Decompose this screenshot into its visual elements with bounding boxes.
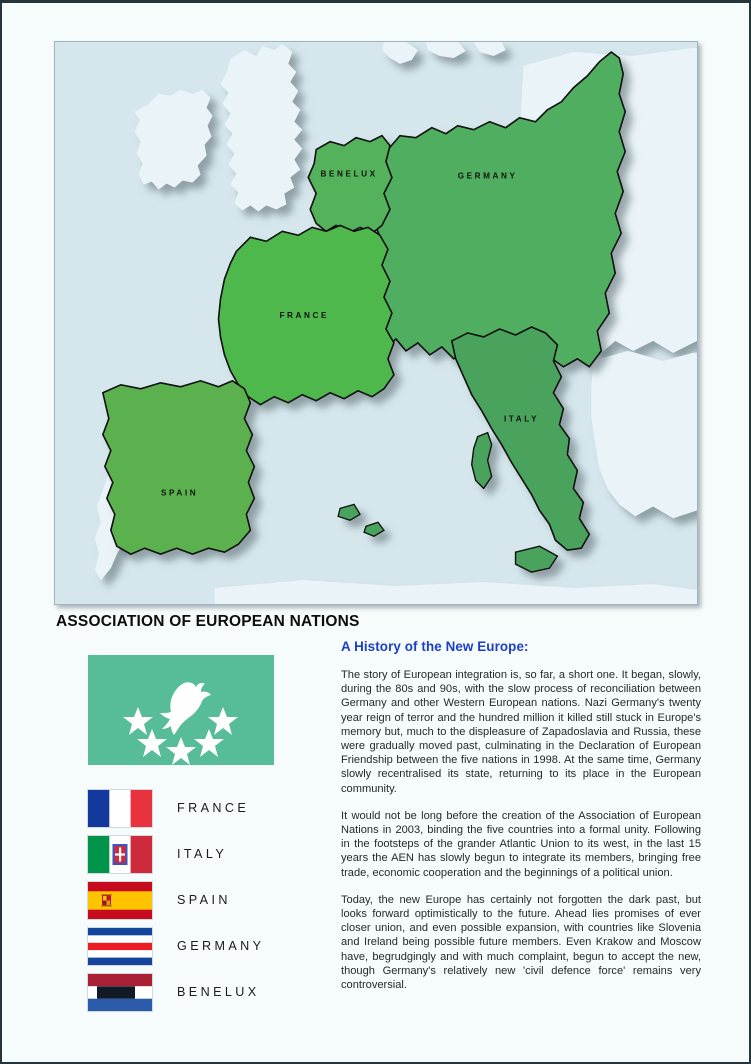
map-label-spain: SPAIN [160,488,199,498]
aen-flag-svg [88,655,274,765]
italy-flag [88,836,152,873]
article-heading: A History of the New Europe: [341,639,529,654]
benelux-flag [88,974,152,1011]
country-benelux [308,136,392,234]
map-label-benelux: BENELUX [320,169,378,179]
map-label-italy: ITALY [503,414,540,424]
article-paragraph-3: Today, the new Europe has certainly not forgotten the dark past, but looks forward optimistically to the future. Ahead lies promises of ever closer union, and even possible expansion, with countries like Slovenia and Ireland being possible future members. Even Krakow and Moscow have, begrudgingly and with much complaint, begun to accept the new, though Germany's relatively new 'civil defence force' remains very controversial. [341,893,701,992]
italy-flag-svg [88,836,152,873]
country-spain [103,381,255,554]
france-flag [88,790,152,827]
article-paragraph-2: It would not be long before the creation of the Association of European Nations in 2003, binding the five countries into a formal unity. Following in the footsteps of the grander Atlantic Union to its west, in the last 15 years the AEN has slowly begun to integrate its members, bringing free trade, economic cooperation and the beginnings of a political union. [341,809,701,879]
map-svg [55,42,697,604]
member-list [88,785,328,1015]
left-column [88,655,328,1015]
spain-flag [88,882,152,919]
member-row-germany [88,923,328,969]
germany-flag [88,928,152,965]
benelux-flag-svg [88,974,152,1011]
spain-flag-svg [88,882,152,919]
member-row-italy [88,831,328,877]
aen-flag [88,655,274,765]
member-name-france: FRANCE [177,801,250,815]
member-name-germany: GERMANY [177,939,265,953]
map-label-germany: GERMANY [457,171,518,181]
europe-map [54,41,698,605]
article-column [341,639,701,992]
germany-flag-svg [88,928,152,965]
member-name-benelux: BENELUX [177,985,260,999]
spanish-coat-of-arms-icon [101,894,112,907]
member-row-france [88,785,328,831]
dark-centre-block-icon [97,986,135,998]
savoy-shield-icon [113,844,128,865]
article-paragraph-1: The story of European integration is, so far, a short one. It began, slowly, during the 80s and 90s, with the slow process of reconciliation between Germany and other Western European nations. Nazi Germany's twenty year reign of terror and the hundred million it killed still stuck in Europe's memory but, much to the displeasure of Zapadoslavia and Russia, these were gradually moved past, culminating in the Declaration of European Friendship between the five nations in 1998. At the same time, Germany slowly recentralised its state, returning to its place in the European community. [341,669,701,795]
france-flag-svg [88,790,152,827]
member-name-italy: ITALY [177,847,228,861]
member-name-spain: SPAIN [177,893,231,907]
member-row-benelux [88,969,328,1015]
organisation-title: ASSOCIATION OF EUROPEAN NATIONS [56,613,360,630]
member-row-spain [88,877,328,923]
map-label-france: FRANCE [279,311,329,321]
